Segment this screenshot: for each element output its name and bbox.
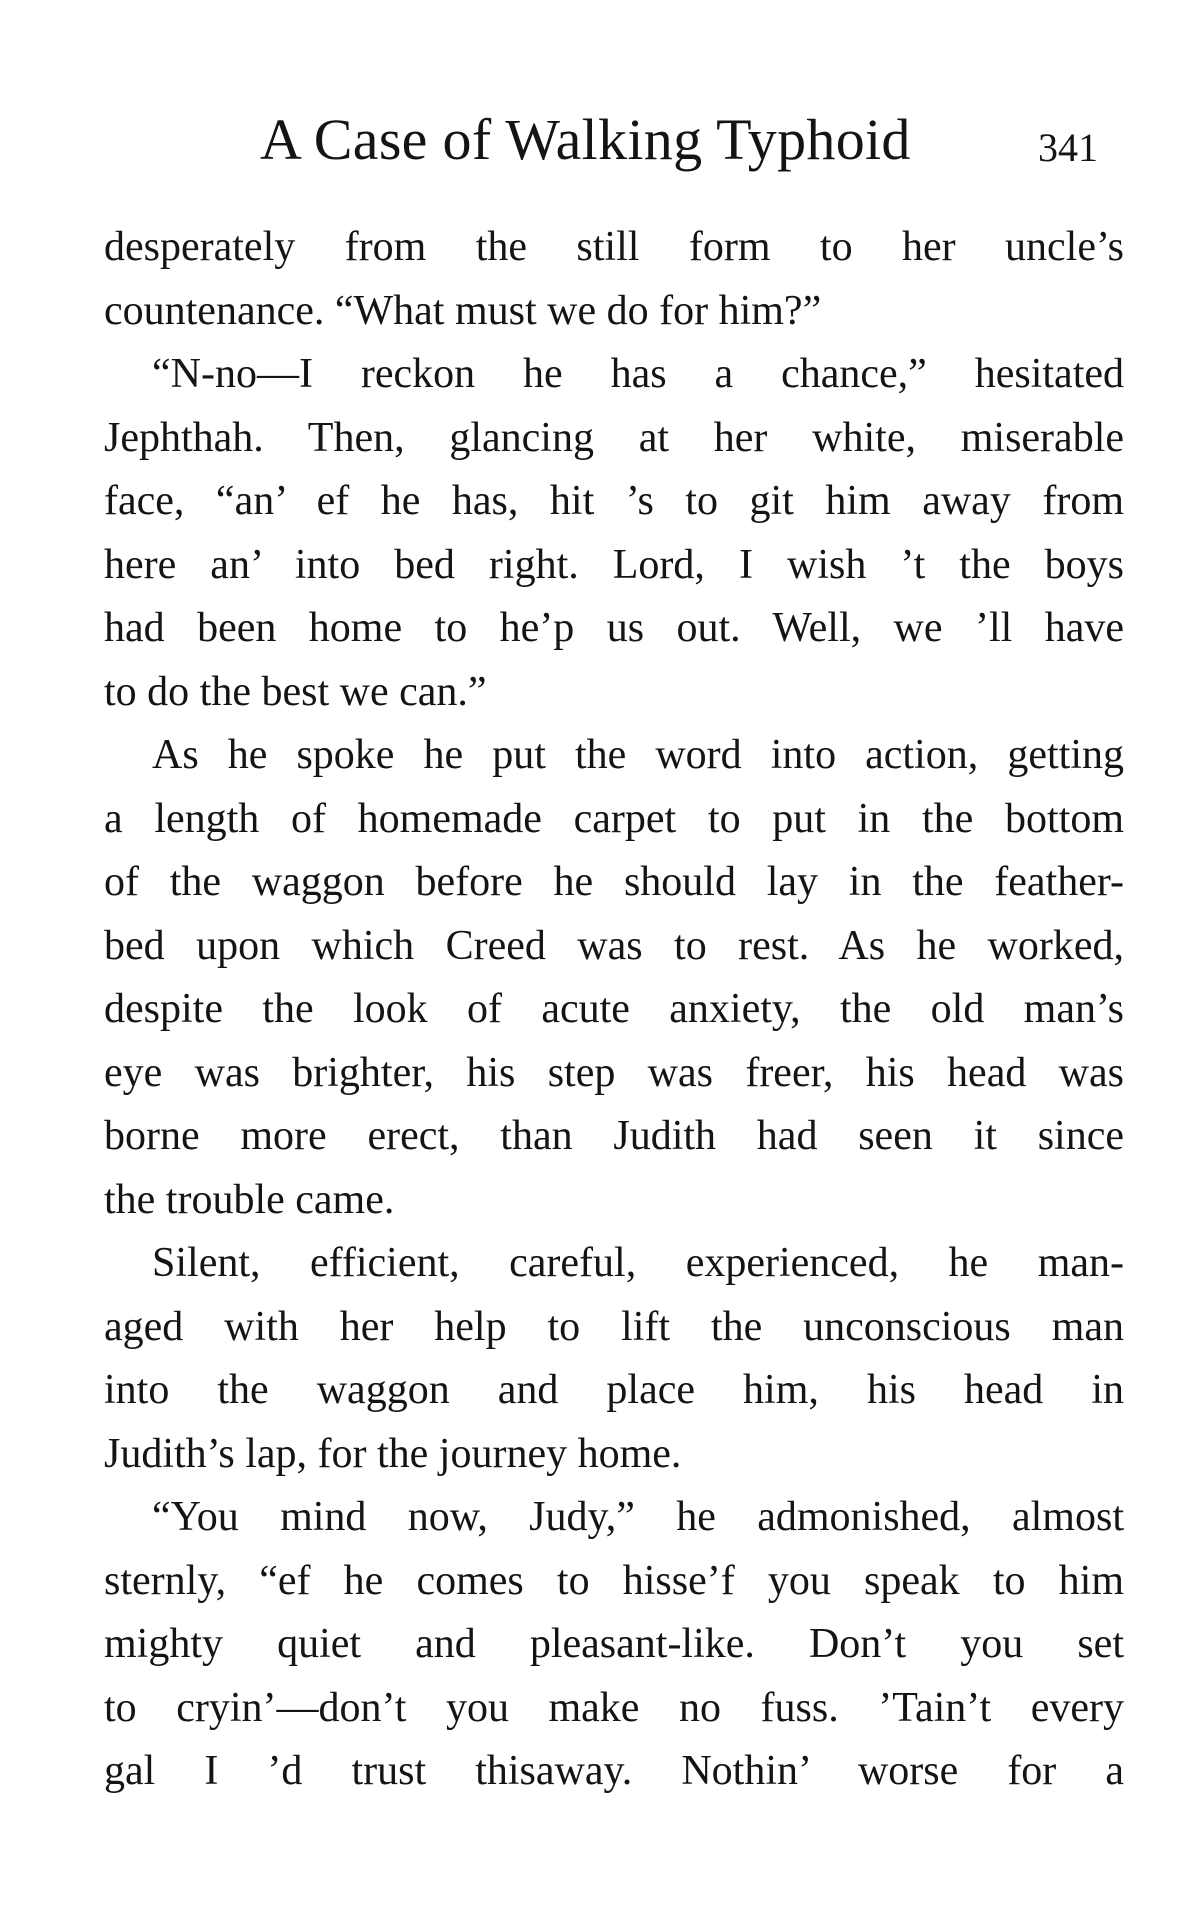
text-line: sternly, “ef he comes to hisse’f you speak to him	[104, 1557, 1124, 1604]
text-line: desperately from the still form to her uncle’s	[104, 224, 1124, 270]
page-number: 341	[1038, 125, 1098, 170]
text-line: bed upon which Creed was to rest. As he worked,	[104, 922, 1124, 969]
text-line: the trouble came.	[104, 1176, 395, 1223]
text-line: “N-no—I reckon he has a chance,” hesitated	[152, 351, 1124, 397]
text-line: Jephthah. Then, glancing at her white, miserable	[104, 414, 1124, 461]
text-line: to do the best we can.”	[104, 668, 487, 715]
text-line: eye was brighter, his step was freer, his head was	[104, 1049, 1124, 1096]
text-line: a length of homemade carpet to put in the bottom	[104, 795, 1124, 842]
text-line: into the waggon and place him, his head in	[104, 1367, 1124, 1413]
text-line: countenance. “What must we do for him?”	[104, 287, 822, 334]
text-line: “You mind now, Judy,” he admonished, almost	[152, 1494, 1124, 1540]
text-line: to cryin’—don’t you make no fuss. ’Tain’t every	[104, 1684, 1124, 1731]
text-line: As he spoke he put the word into action, getting	[152, 732, 1124, 778]
text-line: Judith’s lap, for the journey home.	[104, 1430, 682, 1477]
text-line: aged with her help to lift the unconscious man	[104, 1303, 1124, 1350]
running-head	[104, 100, 1124, 180]
text-line: mighty quiet and pleasant-like. Don’t you set	[104, 1621, 1124, 1667]
text-line: had been home to he’p us out. Well, we ’ll have	[104, 605, 1124, 651]
text-line: here an’ into bed right. Lord, I wish ’t the boys	[104, 541, 1124, 588]
body-text	[104, 216, 1124, 1804]
text-line: gal I ’d trust thisaway. Nothin’ worse for a	[104, 1748, 1124, 1794]
text-line: face, “an’ ef he has, hit ’s to git him away from	[104, 478, 1124, 524]
text-line: of the waggon before he should lay in the feather-	[104, 859, 1124, 905]
running-title: A Case of Walking Typhoid	[260, 107, 911, 172]
text-line: despite the look of acute anxiety, the old man’s	[104, 986, 1124, 1032]
text-line: Silent, efficient, careful, experienced, he man-	[152, 1240, 1124, 1286]
text-line: borne more erect, than Judith had seen it since	[104, 1113, 1124, 1159]
